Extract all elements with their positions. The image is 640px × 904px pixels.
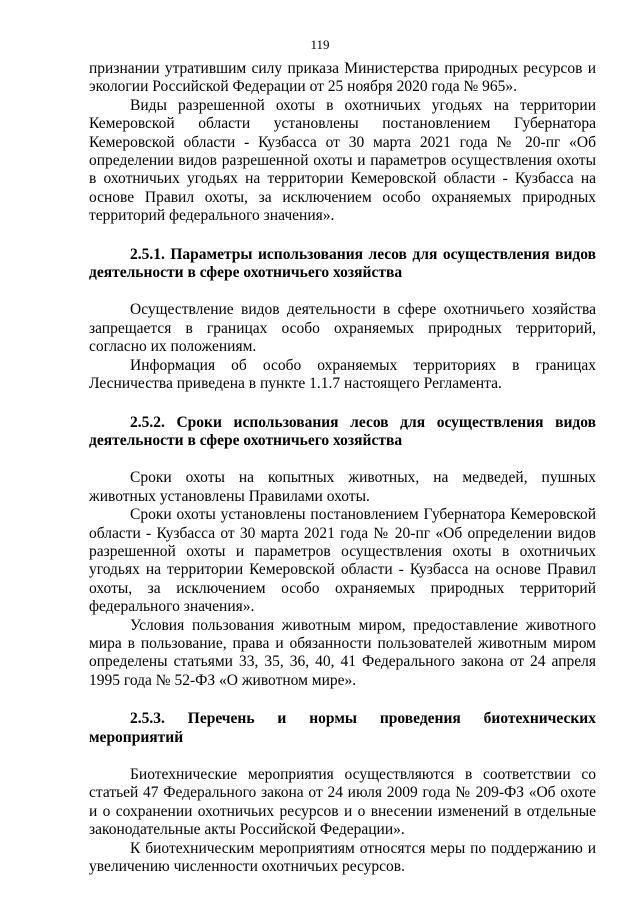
paragraph-hunting-periods: Сроки охоты на копытных животных, на медведей, пушных животных установлены Правилами охоты.	[89, 469, 596, 505]
section-heading-2-5-3: 2.5.3. Перечень и нормы проведения биотехнических мероприятий	[89, 710, 596, 746]
page-number: 119	[310, 37, 330, 52]
paragraph-wildlife-use-conditions: Условия пользования животным миром, предоставление животного мира в пользование, права и обязанности пользователей животным миром определены статьями 33, 35, 36, 40, 41 Федерального закона от 24 апреля 1995 года № 52-ФЗ «О животном мире».	[89, 616, 596, 689]
paragraph-hunting-types: Виды разрешенной охоты в охотничьих угодьях на территории Кемеровской области установлены постановлением Губернатора Кемеровской области - Кузбасса от 30 марта 2021 года № 20-пг «Об определении видов разрешенной охоты и параметров осуществления охоты в охотничьих угодьях на территории Кемеровской области - Кузбасса на основе Правил охоты, за исключением особо охраняемых природных территорий федерального значения».	[89, 96, 596, 225]
paragraph-protected-areas-info: Информация об особо охраняемых территориях в границах Лесничества приведена в пункте 1.1.7 настоящего Регламента.	[89, 356, 596, 393]
document-body	[89, 60, 596, 876]
paragraph-biotechnical-definition: К биотехническим мероприятиям относятся меры по поддержанию и увеличению численности охотничьих ресурсов.	[89, 839, 596, 876]
paragraph-continuation: признании утратившим силу приказа Министерства природных ресурсов и экологии Российской Федерации от 25 ноября 2020 года № 965».	[89, 60, 596, 96]
section-heading-2-5-1: 2.5.1. Параметры использования лесов для осуществления видов деятельности в сфере охотничьего хозяйства	[89, 245, 596, 282]
paragraph-hunting-periods-decree: Сроки охоты установлены постановлением Губернатора Кемеровской области - Кузбасса от 30 марта 2021 года № 20-пг «Об определении видов разрешенной охоты и параметров осуществления охоты в охотничьих угодьях на территории Кемеровской области - Кузбасса на основе Правил охоты, за исключением особо охраняемых природных территорий федерального значения».	[89, 506, 596, 616]
paragraph-activity-restriction: Осуществление видов деятельности в сфере охотничьего хозяйства запрещается в границах особо охраняемых природных территорий, согласно их положениям.	[89, 301, 596, 356]
section-heading-2-5-2: 2.5.2. Сроки использования лесов для осуществления видов деятельности в сфере охотничьего хозяйства	[89, 413, 596, 449]
paragraph-biotechnical-measures: Биотехнические мероприятия осуществляются в соответствии со статьей 47 Федерального закона от 24 июля 2009 года № 209-ФЗ «Об охоте и о сохранении охотничьих ресурсов и о внесении изменений в отдельные законодательные акты Российской Федерации».	[89, 766, 596, 839]
